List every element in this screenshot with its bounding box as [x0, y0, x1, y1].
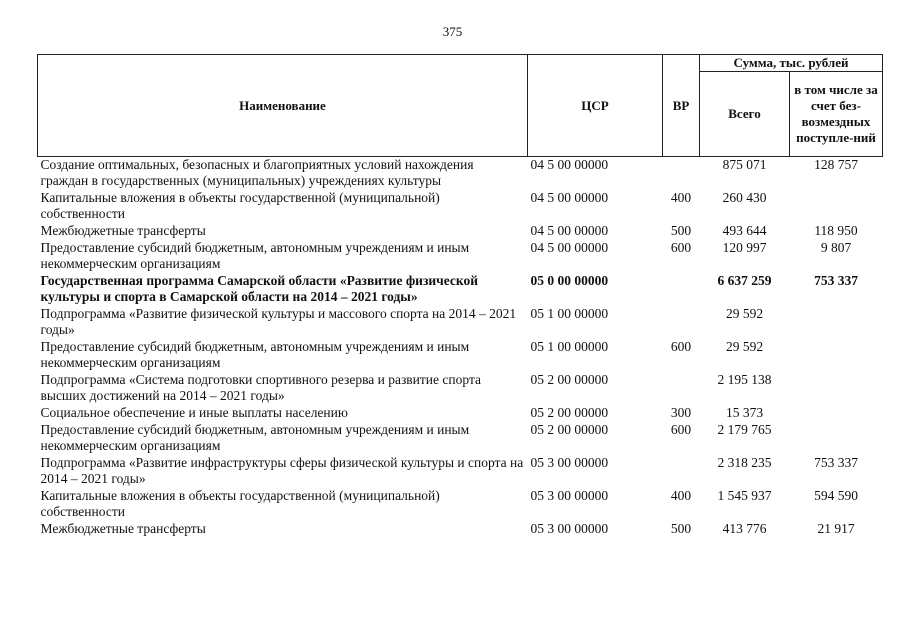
row-free: [790, 339, 883, 372]
row-free: 753 337: [814, 455, 858, 470]
row-total: 413 776: [722, 521, 767, 536]
row-name: Государственная программа Самарской области «Развитие физической культуры и спорта в Самарской области на 2014 – 2021 годы»: [40, 273, 479, 304]
table-row: [38, 422, 883, 455]
row-csr: 05 1 00 00000: [530, 306, 609, 321]
row-name: Подпрограмма «Развитие инфраструктуры сферы физической культуры и спорта на 2014 – 2021 годы»: [40, 455, 524, 486]
row-name: Социальное обеспечение и иные выплаты населению: [40, 405, 348, 420]
row-csr: 05 2 00 00000: [530, 422, 609, 437]
row-csr: 05 0 00 00000: [530, 273, 609, 288]
row-total: 2 195 138: [717, 372, 772, 387]
row-free: [790, 190, 883, 223]
row-vr: [663, 273, 700, 306]
table-row: [38, 240, 883, 273]
row-name: Подпрограмма «Система подготовки спортивного резерва и развитие спорта высших достижений на 2014 – 2021 годы»: [40, 372, 481, 403]
table-row: [38, 488, 883, 521]
table-row: [38, 339, 883, 372]
row-total: 260 430: [722, 190, 767, 205]
row-free: 594 590: [814, 488, 858, 503]
row-vr: [663, 372, 700, 405]
table-row: [38, 306, 883, 339]
header-name: Наименование: [38, 55, 528, 157]
row-name: Создание оптимальных, безопасных и благоприятных условий нахождения граждан в государственных (муниципальных) учреждениях культуры: [40, 157, 474, 188]
row-total: 15 373: [725, 405, 764, 420]
budget-table: [37, 54, 883, 538]
row-vr: 600: [670, 422, 692, 437]
row-name: Межбюджетные трансферты: [40, 521, 206, 536]
row-csr: 04 5 00 00000: [530, 240, 609, 255]
row-csr: 05 3 00 00000: [530, 455, 609, 470]
row-vr: [663, 306, 700, 339]
row-free: 118 950: [814, 223, 858, 238]
row-total: 29 592: [725, 339, 764, 354]
table-row: [38, 190, 883, 223]
row-name: Предоставление субсидий бюджетным, автономным учреждениям и иным некоммерческим организациям: [40, 240, 470, 271]
row-free: 21 917: [817, 521, 855, 536]
row-free: [790, 405, 883, 422]
row-name: Предоставление субсидий бюджетным, автономным учреждениям и иным некоммерческим организациям: [40, 422, 470, 453]
row-total: 120 997: [722, 240, 767, 255]
row-csr: 05 1 00 00000: [530, 339, 609, 354]
row-name: Капитальные вложения в объекты государственной (муниципальной) собственности: [40, 190, 440, 221]
row-free: [790, 372, 883, 405]
row-name: Капитальные вложения в объекты государственной (муниципальной) собственности: [40, 488, 440, 519]
row-vr: 400: [670, 190, 692, 205]
row-total: 875 071: [722, 157, 767, 172]
row-vr: 500: [670, 223, 692, 238]
row-csr: 04 5 00 00000: [530, 157, 609, 172]
row-vr: 500: [670, 521, 692, 536]
page-number: 375: [442, 24, 463, 39]
row-name: Межбюджетные трансферты: [40, 223, 206, 238]
row-vr: 600: [670, 240, 692, 255]
header-total: Всего: [700, 72, 790, 157]
row-free: 128 757: [814, 157, 858, 172]
row-csr: 04 5 00 00000: [530, 190, 609, 205]
table-row: [38, 455, 883, 488]
table-row: [38, 521, 883, 538]
row-csr: 04 5 00 00000: [530, 223, 609, 238]
table-row: [38, 372, 883, 405]
table-row: [38, 223, 883, 240]
row-vr: 400: [670, 488, 692, 503]
header-sum: Сумма, тыс. рублей: [700, 55, 883, 72]
row-csr: 05 2 00 00000: [530, 405, 609, 420]
row-total: 29 592: [725, 306, 764, 321]
row-name: Предоставление субсидий бюджетным, автономным учреждениям и иным некоммерческим организациям: [40, 339, 470, 370]
row-total: 2 179 765: [717, 422, 772, 437]
row-total: 1 545 937: [717, 488, 772, 503]
row-free: 9 807: [820, 240, 852, 255]
row-total: 493 644: [722, 223, 767, 238]
row-free: 753 337: [814, 273, 858, 288]
row-free: [790, 422, 883, 455]
table-row: [38, 405, 883, 422]
header-csr: ЦСР: [528, 55, 663, 157]
row-total: 6 637 259: [717, 273, 772, 288]
row-csr: 05 2 00 00000: [530, 372, 609, 387]
row-vr: 600: [670, 339, 692, 354]
row-vr: 300: [670, 405, 692, 420]
table-body: [38, 157, 883, 539]
row-vr: [663, 455, 700, 488]
row-total: 2 318 235: [717, 455, 772, 470]
row-free: [790, 306, 883, 339]
table-header: [38, 55, 883, 157]
row-csr: 05 3 00 00000: [530, 488, 609, 503]
header-free: в том числе за счет без-возмездных поступле-ний: [790, 72, 883, 157]
row-csr: 05 3 00 00000: [530, 521, 609, 536]
header-vr: ВР: [663, 55, 700, 157]
row-name: Подпрограмма «Развитие физической культуры и массового спорта на 2014 – 2021 годы»: [40, 306, 517, 337]
table-row: [38, 273, 883, 306]
table-row: [38, 157, 883, 191]
row-vr: [663, 157, 700, 191]
